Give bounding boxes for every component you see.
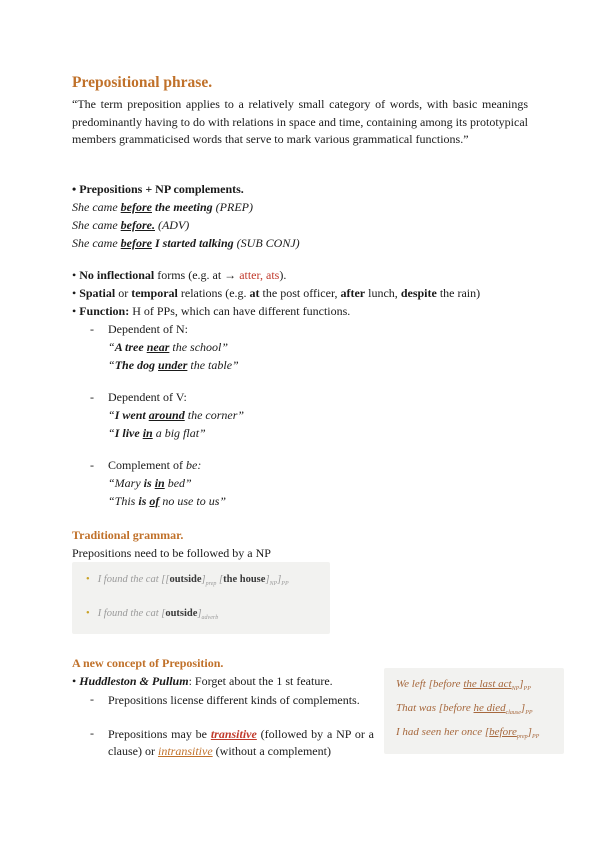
dash-marker: - xyxy=(90,458,94,472)
example-subconj: She came before I started talking (SUB CONJ) xyxy=(72,236,300,250)
dash-marker: - xyxy=(90,322,94,336)
dash-marker: - xyxy=(90,692,94,706)
bullet-no-inflectional: • No inflectional forms (e.g. at → atter, ats). xyxy=(72,268,287,282)
example-mary-is-in-bed: “Mary is in bed” xyxy=(108,476,192,490)
image-line-adverb: • I found the cat $[outside]_{adverb}$ xyxy=(86,608,219,622)
example-tree-near-school: “A tree near the school” xyxy=(108,340,229,354)
transitive-intransitive-text: Prepositions may be transitive (followed by a NP or a clause) or intransitive (without a complement) xyxy=(108,727,374,758)
dash-marker: - xyxy=(90,390,94,404)
example-went-around-corner: “I went around the corner” xyxy=(108,408,245,422)
image-line-prep: • I found the cat [$[outside]_{prep}$ [the $house]_{NP}]_{PP}$ xyxy=(86,574,289,588)
example-image-outside xyxy=(72,562,330,634)
traditional-grammar-text: Prepositions need to be followed by a NP xyxy=(72,546,271,560)
dependent-of-n-label: Dependent of N: xyxy=(108,322,188,336)
example-this-is-of-no-use: “This is of no use to us” xyxy=(108,494,227,508)
example-live-in-flat: “I live in a big flat” xyxy=(108,426,206,440)
dependent-of-v-label: Dependent of V: xyxy=(108,390,187,404)
image-line-clause: That was [before he $died_{clause}]_{PP}$ xyxy=(396,702,533,717)
bullet-function: • Function: H of PPs, which can have different functions. xyxy=(72,304,351,318)
example-prep: She came before the meeting (PREP) xyxy=(72,200,253,214)
new-concept-heading: A new concept of Preposition. xyxy=(72,656,224,670)
dash-marker: - xyxy=(90,726,94,740)
example-image-before xyxy=(384,668,564,754)
bullet-huddleston-pullum: • Huddleston & Pullum: Forget about the 1 st feature. xyxy=(72,674,333,688)
example-dog-under-table: “The dog under the table” xyxy=(108,358,239,372)
definition-quote: “The term preposition applies to a relatively small category of words, with basic meanings predominantly having to do with relations in space and time, containing among its prototypical members grammaticised words that serve to mark various grammatical functions.” xyxy=(72,97,528,147)
complement-of-be-label: Complement of be: xyxy=(108,458,202,472)
bullet-spatial-temporal: • Spatial or temporal relations (e.g. at the post officer, after lunch, despite the rain) xyxy=(72,286,481,300)
example-adv: She came before. (ADV) xyxy=(72,218,190,232)
prepositions-license-text: Prepositions license different kinds of complements. xyxy=(108,693,360,707)
image-line-np: We left [before the last $act_{NP}]_{PP}$ xyxy=(396,678,531,693)
traditional-grammar-heading: Traditional grammar. xyxy=(72,528,184,542)
page-title: Prepositional phrase. xyxy=(72,74,213,91)
image-line-prep-before: I had seen her once $[before_{prep}]_{PP}$ xyxy=(396,726,540,741)
bullet-prepositions-np: • Prepositions + NP complements. xyxy=(72,182,244,196)
